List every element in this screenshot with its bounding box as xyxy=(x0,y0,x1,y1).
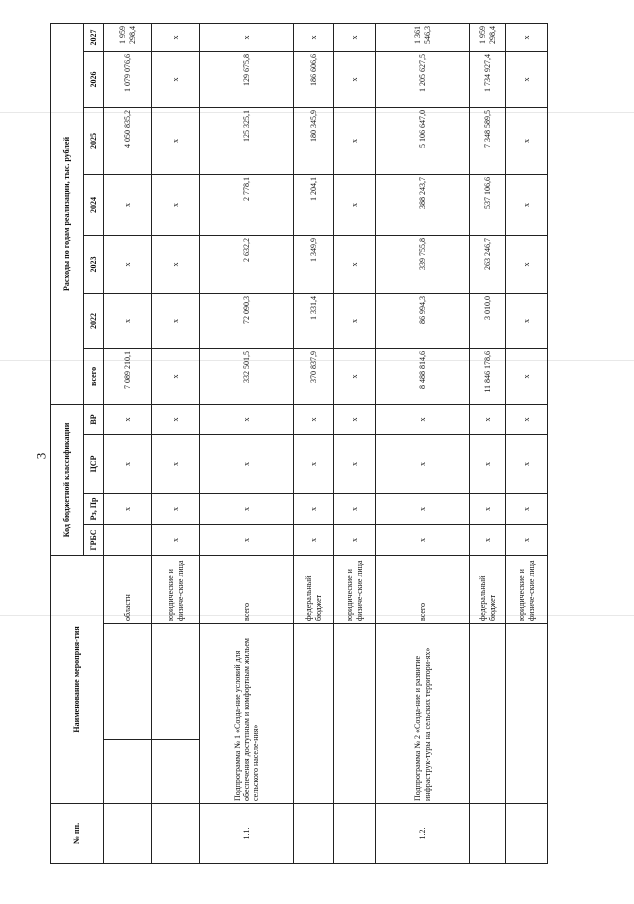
row-source: федеральный бюджет xyxy=(470,555,506,623)
value-2027: х xyxy=(334,23,376,51)
code-vr: х xyxy=(334,404,376,434)
header-vr: ВР xyxy=(84,404,104,434)
code-csr: х xyxy=(334,434,376,493)
row-name xyxy=(104,740,152,804)
value-2023: х xyxy=(104,235,152,293)
value-2027: 1 959 298,4 xyxy=(470,23,506,51)
value-2027: 1 361 546,3 xyxy=(376,23,470,51)
row-name xyxy=(470,624,506,804)
table-row xyxy=(334,23,376,863)
row-name xyxy=(334,624,376,804)
code-csr: х xyxy=(376,434,470,493)
value-2024: х xyxy=(104,174,152,235)
code-vr: х xyxy=(152,404,200,434)
row-type: областн xyxy=(104,555,152,623)
row-name: Подпрограмма № 2 «Созда-ние и развитие инфраструк-туры на сельских территори-ях» xyxy=(376,624,470,804)
header-year: 2024 xyxy=(84,174,104,235)
header-name: Наименование мероприя-тия xyxy=(51,555,104,803)
value-2022: х xyxy=(334,293,376,348)
value-2026: х xyxy=(152,51,200,107)
value-2027: х xyxy=(200,23,294,51)
budget-table-sheet xyxy=(50,24,605,864)
value-2025: 125 325,1 xyxy=(200,107,294,174)
value-2024: 388 243,7 xyxy=(376,174,470,235)
value-2026: 1 734 927,4 xyxy=(470,51,506,107)
value-2022: х xyxy=(152,293,200,348)
row-num xyxy=(152,804,200,864)
header-year: 2025 xyxy=(84,107,104,174)
budget-table xyxy=(50,23,548,864)
header-year: 2027 xyxy=(84,23,104,51)
row-num xyxy=(104,804,152,864)
header-csr: ЦСР xyxy=(84,434,104,493)
value-2022: х xyxy=(506,293,548,348)
table-row xyxy=(152,23,200,863)
code-rzpr: х xyxy=(104,493,152,524)
code-vr: х xyxy=(104,404,152,434)
row-num xyxy=(334,804,376,864)
table-row xyxy=(506,23,548,863)
row-blank xyxy=(104,624,152,740)
value-2027: 1 959 298,4 xyxy=(104,23,152,51)
value-2022: 72 090,3 xyxy=(200,293,294,348)
value-2024: 2 778,1 xyxy=(200,174,294,235)
value-2024: х xyxy=(152,174,200,235)
row-num: 1.1. xyxy=(200,804,294,864)
code-rzpr: х xyxy=(334,493,376,524)
header-year: 2022 xyxy=(84,293,104,348)
row-name: Подпрограмма № 1 «Созда-ние условий для обеспечения доступным и комфортным жильем сельского населе-ния» xyxy=(200,624,294,804)
value-2027: х xyxy=(506,23,548,51)
table-row xyxy=(104,23,152,863)
row-blank xyxy=(152,624,200,740)
code-vr: х xyxy=(470,404,506,434)
row-num xyxy=(506,804,548,864)
value-2025: 4 050 835,2 xyxy=(104,107,152,174)
code-rzpr: х xyxy=(470,493,506,524)
value-total: х xyxy=(152,348,200,404)
code-csr: х xyxy=(470,434,506,493)
code-csr: х xyxy=(104,434,152,493)
header-year: 2023 xyxy=(84,235,104,293)
value-2025: х xyxy=(152,107,200,174)
value-2026: 129 675,8 xyxy=(200,51,294,107)
code-grbs: х xyxy=(152,524,200,555)
value-2024: х xyxy=(506,174,548,235)
table-row xyxy=(470,23,506,863)
value-2023: х xyxy=(506,235,548,293)
table-row xyxy=(376,23,470,863)
row-num xyxy=(294,804,334,864)
value-2026: х xyxy=(334,51,376,107)
value-2027: х xyxy=(294,23,334,51)
row-name xyxy=(294,624,334,804)
code-vr: х xyxy=(506,404,548,434)
value-2022: 86 994,3 xyxy=(376,293,470,348)
row-type: всего xyxy=(200,555,294,623)
table-row xyxy=(294,23,334,863)
value-2022: х xyxy=(104,293,152,348)
code-rzpr: х xyxy=(200,493,294,524)
page-number: 3 xyxy=(33,452,49,460)
header-num: № пп. xyxy=(51,804,104,864)
code-grbs: х xyxy=(294,524,334,555)
table-row xyxy=(200,23,294,863)
code-csr: х xyxy=(506,434,548,493)
value-2023: х xyxy=(334,235,376,293)
value-2027: х xyxy=(152,23,200,51)
code-csr: х xyxy=(152,434,200,493)
value-2024: 537 106,6 xyxy=(470,174,506,235)
header-year: 2026 xyxy=(84,51,104,107)
value-total: 332 501,5 xyxy=(200,348,294,404)
header-budget-code: Код бюджетной классификации xyxy=(51,404,84,555)
value-2022: 3 010,0 xyxy=(470,293,506,348)
value-2023: 263 246,7 xyxy=(470,235,506,293)
code-grbs: х xyxy=(334,524,376,555)
value-2025: 180 345,9 xyxy=(294,107,334,174)
value-total: 11 846 178,6 xyxy=(470,348,506,404)
value-2023: 339 755,8 xyxy=(376,235,470,293)
code-vr: х xyxy=(200,404,294,434)
value-2026: х xyxy=(506,51,548,107)
code-grbs: х xyxy=(200,524,294,555)
row-source: юридические и физиче-ские лица xyxy=(506,555,548,623)
row-type: всего xyxy=(376,555,470,623)
value-2023: х xyxy=(152,235,200,293)
value-2025: 7 348 589,5 xyxy=(470,107,506,174)
header-expenses: Расходы по годам реализации, тыс. рублей xyxy=(51,23,84,404)
value-2026: 186 606,6 xyxy=(294,51,334,107)
row-source: юридические и физиче-ские лица xyxy=(152,555,200,623)
value-2025: х xyxy=(506,107,548,174)
code-rzpr: х xyxy=(376,493,470,524)
value-2023: 1 349,9 xyxy=(294,235,334,293)
code-vr: х xyxy=(294,404,334,434)
value-2025: х xyxy=(334,107,376,174)
value-2026: 1 205 627,5 xyxy=(376,51,470,107)
code-rzpr: х xyxy=(152,493,200,524)
code-grbs: х xyxy=(376,524,470,555)
code-csr: х xyxy=(294,434,334,493)
code-grbs: х xyxy=(506,524,548,555)
value-total: х xyxy=(334,348,376,404)
row-source: юридические и физиче-ские лица xyxy=(334,555,376,623)
value-2026: 1 079 076,6 xyxy=(104,51,152,107)
code-grbs xyxy=(104,524,152,555)
row-name xyxy=(152,740,200,804)
code-csr: х xyxy=(200,434,294,493)
value-2023: 2 632,2 xyxy=(200,235,294,293)
value-2025: 5 106 647,0 xyxy=(376,107,470,174)
code-rzpr: х xyxy=(506,493,548,524)
header-total: всего xyxy=(84,348,104,404)
code-rzpr: х xyxy=(294,493,334,524)
value-total: х xyxy=(506,348,548,404)
row-num: 1.2. xyxy=(376,804,470,864)
row-num xyxy=(470,804,506,864)
code-vr: х xyxy=(376,404,470,434)
value-total: 370 837,9 xyxy=(294,348,334,404)
row-source: федеральный бюджет xyxy=(294,555,334,623)
value-2022: 1 331,4 xyxy=(294,293,334,348)
row-name xyxy=(506,624,548,804)
header-grbs: ГРБС xyxy=(84,524,104,555)
value-total: 8 488 814,6 xyxy=(376,348,470,404)
value-total: 7 089 210,1 xyxy=(104,348,152,404)
code-grbs: х xyxy=(470,524,506,555)
value-2024: х xyxy=(334,174,376,235)
header-rzpr: Рз, Пр xyxy=(84,493,104,524)
value-2024: 1 204,1 xyxy=(294,174,334,235)
